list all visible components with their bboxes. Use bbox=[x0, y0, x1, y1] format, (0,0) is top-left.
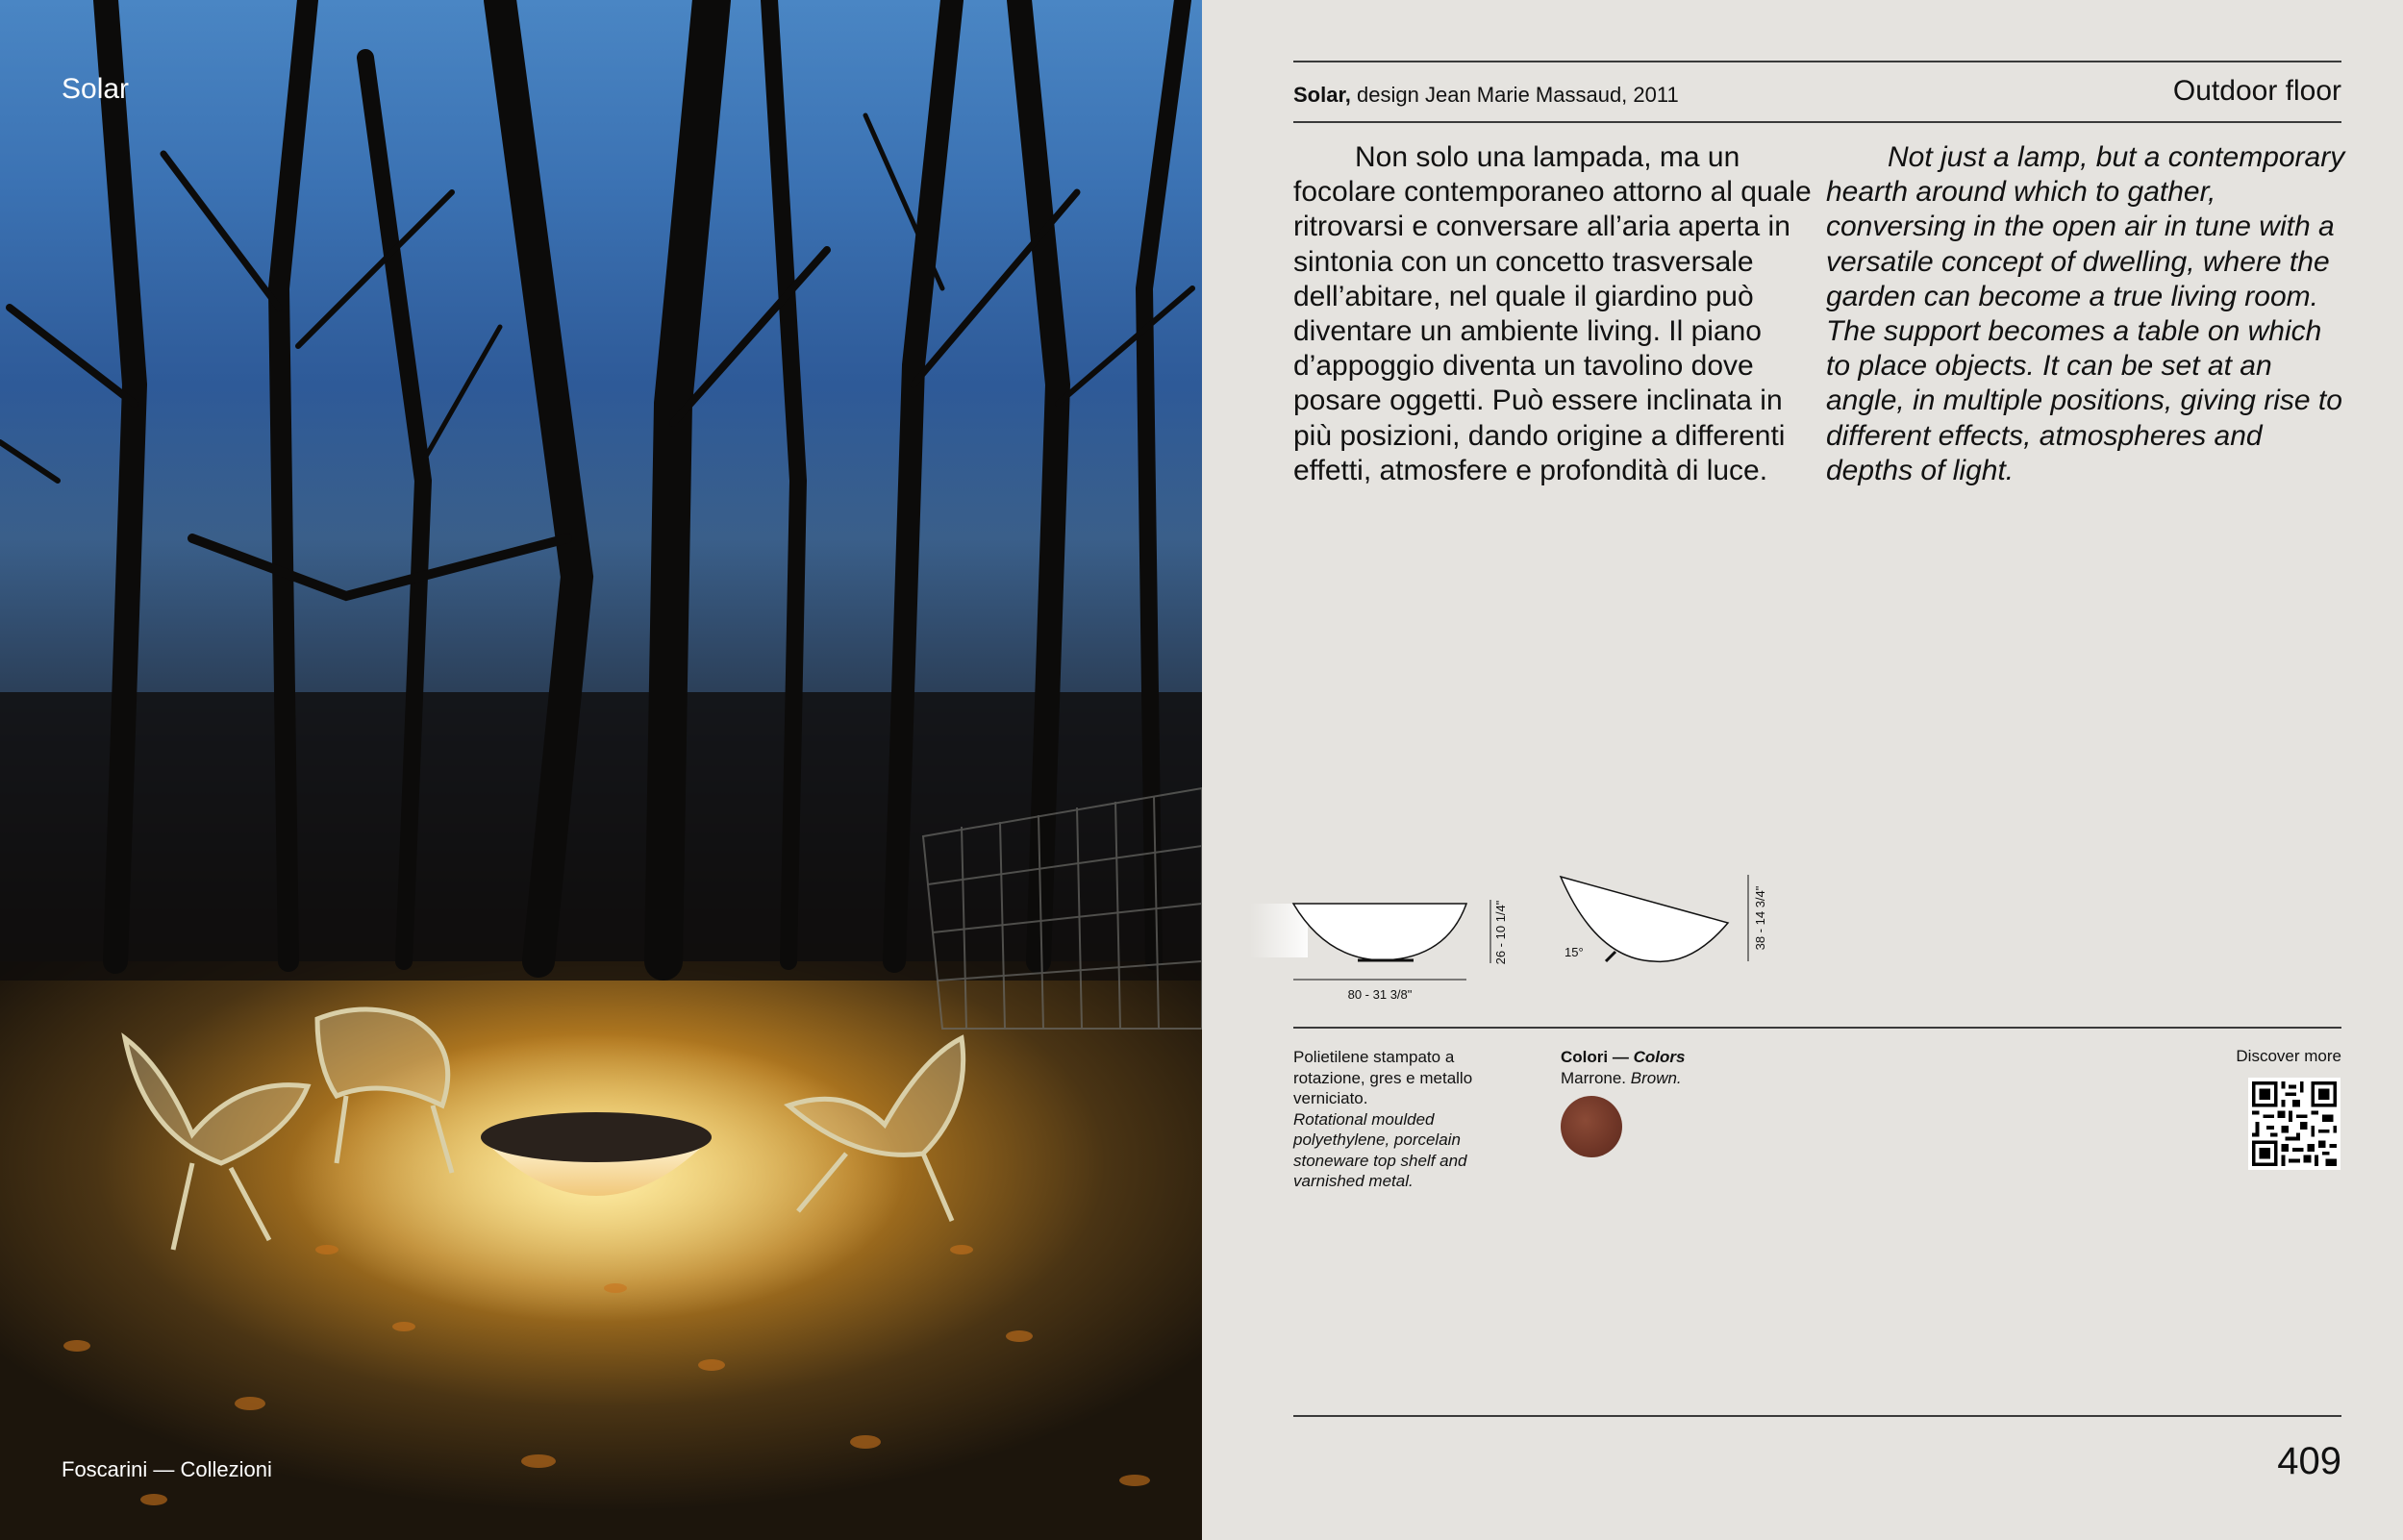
top-rule bbox=[1293, 61, 2341, 62]
footer-rule bbox=[1293, 1415, 2341, 1417]
product-credit bbox=[1293, 83, 1679, 108]
color-value: Marrone. Brown. bbox=[1561, 1068, 1682, 1087]
designer-credit: design Jean Marie Massaud, 2011 bbox=[1350, 83, 1679, 107]
technical-drawings bbox=[1231, 865, 1808, 1019]
product-category: Outdoor floor bbox=[2172, 75, 2341, 107]
flat-view-drawing bbox=[1250, 900, 1490, 980]
height-tilted-dimension: 38 - 14 3/4" bbox=[1753, 885, 1767, 951]
colors-heading: Colori — Colors bbox=[1561, 1048, 1686, 1066]
colors-info bbox=[1561, 1047, 1685, 1088]
page-number: 409 bbox=[2277, 1440, 2341, 1482]
description-italian: Non solo una lampada, ma un focolare contemporaneo attorno al quale ritrovarsi e conversare all’aria aperta in sintonia con un concetto trasversale dell’abitare, nel quale il giardino può diventare un ambiente living. Il piano d’appoggio diventa un tavolino dove posare oggetti. Può essere inclinata in più posizioni, dando origine a differenti effetti, atmosfere e profondità di luce. bbox=[1293, 141, 1812, 486]
tilt-angle-label: 15° bbox=[1564, 945, 1584, 959]
width-dimension: 80 - 31 3/8" bbox=[1347, 987, 1413, 1002]
specs-rule bbox=[1293, 1027, 2341, 1029]
qr-code-icon[interactable] bbox=[2248, 1078, 2340, 1170]
catalog-footer: Foscarini — Collezioni bbox=[62, 1457, 272, 1481]
product-name: Solar, bbox=[1293, 83, 1351, 107]
header-rule bbox=[1293, 121, 2341, 123]
material-description bbox=[1293, 1047, 1514, 1192]
photo-product-title: Solar bbox=[62, 73, 130, 105]
description-english: Not just a lamp, but a contemporary hearth around which to gather, conversing in the open air in tune with a versatile concept of dwelling, where the garden can become a true living room. The support becomes a table on which to place objects. It can be set at an angle, in multiple positions, giving rise to different effects, atmospheres and depths of light. bbox=[1826, 141, 2345, 486]
material-english: Rotational moulded polyethylene, porcelain stoneware top shelf and varnished metal. bbox=[1293, 1109, 1467, 1190]
color-swatch-brown[interactable] bbox=[1561, 1096, 1622, 1157]
material-italian: Polietilene stampato a rotazione, gres e metallo verniciato. bbox=[1293, 1048, 1473, 1107]
tilted-view-drawing bbox=[1561, 875, 1748, 961]
discover-more-link[interactable]: Discover more bbox=[2236, 1047, 2341, 1065]
height-flat-dimension: 26 - 10 1/4" bbox=[1493, 900, 1508, 965]
